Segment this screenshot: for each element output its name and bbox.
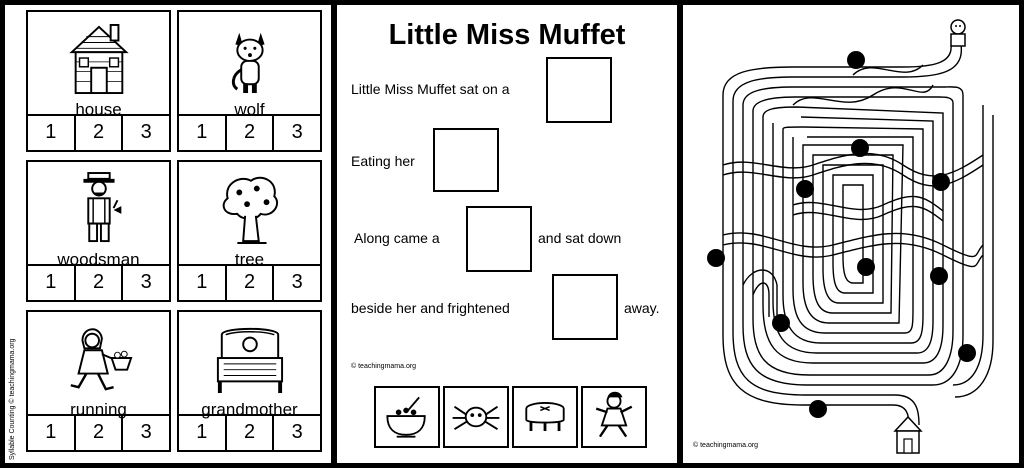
card-word: woodsman [57,250,140,269]
syllable-option-3[interactable]: 3 [272,416,320,450]
house-icon [28,18,169,100]
card-word: tree [234,250,265,269]
tuffet-icon [514,388,576,446]
syllable-card-tree [177,160,322,302]
rhyme-line-3a: Along came a [354,230,440,246]
choice-girl[interactable] [581,386,647,448]
syllable-number-row [179,264,320,300]
spider-icon [445,388,507,446]
grandmother-bed-icon [179,318,320,400]
card-word: wolf [234,100,265,119]
card-word: running [70,400,127,419]
rhyme-line-4a: beside her and frightened [351,300,510,316]
rhyme-line-3b: and sat down [538,230,622,246]
card-word: house [75,100,122,119]
syllable-option-2[interactable]: 2 [74,416,122,450]
syllable-option-3[interactable]: 3 [272,266,320,300]
page-title: Little Miss Muffet [388,19,626,51]
syllable-card-running [26,310,171,452]
syllable-counting-sheet [5,5,331,463]
syllable-option-2[interactable]: 2 [74,266,122,300]
small-house-icon [895,417,921,453]
tree-icon [179,168,320,250]
syllable-card-grandmother [177,310,322,452]
choice-bowl[interactable] [374,386,440,448]
maze-sheet [683,5,1019,463]
syllable-option-2[interactable]: 2 [225,116,273,150]
syllable-option-3[interactable]: 3 [121,266,169,300]
choice-tuffet[interactable] [512,386,578,448]
syllable-number-row [179,114,320,150]
syllable-number-row [179,414,320,450]
syllable-option-3[interactable]: 3 [121,416,169,450]
syllable-number-row [28,414,169,450]
syllable-card-wolf [177,10,322,152]
rhyme-line-4b: away. [624,300,660,316]
syllable-option-1[interactable]: 1 [45,271,57,293]
maze-walls [723,45,993,425]
site-credit: © teachingmama.org [693,442,759,449]
answer-box-1[interactable] [546,57,612,123]
syllable-option-1[interactable]: 1 [196,121,208,143]
girl-icon [583,388,645,446]
answer-box-4[interactable] [552,274,618,340]
syllable-number-row [28,264,169,300]
syllable-option-1[interactable]: 1 [196,421,208,443]
rhyme-line-1: Little Miss Muffet sat on a [351,81,510,97]
syllable-card-woodsman [26,160,171,302]
site-credit: © teachingmama.org [351,363,417,370]
syllable-option-2[interactable]: 2 [74,116,122,150]
syllable-number-row [28,114,169,150]
rhyme-sheet [337,5,677,463]
side-credit: Syllable Counting © teachingmama.org [9,338,16,460]
pig-icon [951,20,965,46]
maze [683,5,1019,463]
syllable-option-2[interactable]: 2 [225,416,273,450]
running-girl-icon [28,318,169,400]
syllable-option-2[interactable]: 2 [225,266,273,300]
syllable-option-3[interactable]: 3 [272,116,320,150]
syllable-option-3[interactable]: 3 [121,116,169,150]
woodsman-icon [28,168,169,250]
wolf-icon [179,18,320,100]
choice-spider[interactable] [443,386,509,448]
answer-box-2[interactable] [433,128,499,192]
answer-box-3[interactable] [466,206,532,272]
bowl-icon [376,388,438,446]
syllable-card-house [26,10,171,152]
card-word: grandmother [201,400,298,419]
syllable-option-1[interactable]: 1 [45,421,57,443]
syllable-option-1[interactable]: 1 [196,271,208,293]
rhyme-line-2: Eating her [351,153,415,169]
syllable-option-1[interactable]: 1 [45,121,57,143]
